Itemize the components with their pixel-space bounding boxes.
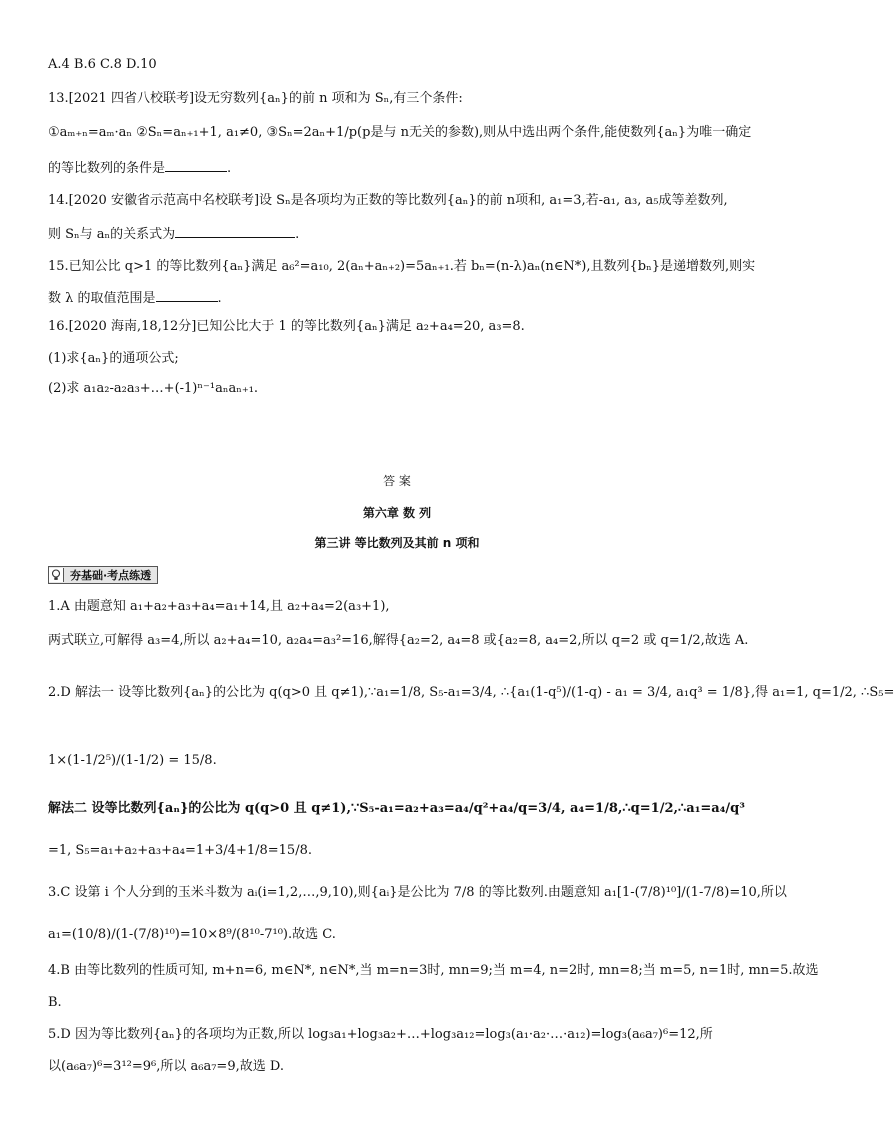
q13-blank-line: 的等比数列的条件是 . xyxy=(48,158,231,178)
q12-options: A.4 B.6 C.8 D.10 xyxy=(48,57,157,72)
answer-3-line1: 3.C 设第 i 个人分到的玉米斗数为 aᵢ(i=1,2,…,9,10),则{aᵢ}是公比为 7/8 的等比数列.由题意知 a₁[1-(7/8)¹⁰]/(1-7/8)=10,所以 xyxy=(48,885,787,900)
answer-4-line2: B. xyxy=(48,995,62,1010)
q14-blank-text: 则 Sₙ与 aₙ的关系式为 xyxy=(48,227,176,242)
answer-2-method2-cont: =1, S₅=a₁+a₂+a₃+a₄=1+3/4+1/8=15/8. xyxy=(48,843,312,858)
badge-label: 夯基础·考点练透 xyxy=(70,569,152,582)
q13-conditions: ①aₘ₊ₙ=aₘ·aₙ ②Sₙ=aₙ₊₁+1, a₁≠0, ③Sₙ=2aₙ+1/p(p是与 n无关的参数),则从中选出两个条件,能使数列{aₙ}为唯一确定 xyxy=(48,125,752,140)
q16-stem: 16.[2020 海南,18,12分]已知公比大于 1 的等比数列{aₙ}满足 a₂+a₄=20, a₃=8. xyxy=(48,319,525,334)
answer-2-method2: 解法二 设等比数列{aₙ}的公比为 q(q>0 且 q≠1),∵S₅-a₁=a₂+a₃=a₄/q²+a₄/q=3/4, a₄=1/8,∴q=1/2,∴a₁=a₄/q³ xyxy=(48,801,745,816)
answer-1-line2: 两式联立,可解得 a₃=4,所以 a₂+a₄=10, a₂a₄=a₃²=16,解得{a₂=2, a₄=8 或{a₂=8, a₄=2,所以 q=2 或 q=1/2,故选 A. xyxy=(48,633,749,648)
q15-blank-text: 数 λ 的取值范围是 xyxy=(48,291,156,306)
q16-part2: (2)求 a₁a₂-a₂a₃+…+(-1)ⁿ⁻¹aₙaₙ₊₁. xyxy=(48,381,259,396)
answer-1-line1: 1.A 由题意知 a₁+a₂+a₃+a₄=a₁+14,且 a₂+a₄=2(a₃+1), xyxy=(48,599,390,614)
answer-5-line2: 以(a₆a₇)⁶=3¹²=9⁶,所以 a₆a₇=9,故选 D. xyxy=(48,1059,284,1074)
q13-blank-text: 的等比数列的条件是 xyxy=(48,161,166,176)
answer-2-line1: 2.D 解法一 设等比数列{aₙ}的公比为 q(q>0 且 q≠1),∵a₁=1/8, S₅-a₁=3/4, ∴{a₁(1-q⁵)/(1-q) - a₁ = 3/4, a₁q³ = 1/8},得 a₁=1, q=1/2, ∴S₅= xyxy=(48,685,894,700)
section-badge xyxy=(48,566,158,584)
q15-blank-line: 数 λ 的取值范围是 . xyxy=(48,288,222,308)
answer-5-line1: 5.D 因为等比数列{aₙ}的各项均为正数,所以 log₃a₁+log₃a₂+…+log₃a₁₂=log₃(a₁·a₂·…·a₁₂)=log₃(a₆a₇)⁶=12,所 xyxy=(48,1027,713,1042)
q13-stem: 13.[2021 四省八校联考]设无穷数列{aₙ}的前 n 项和为 Sₙ,有三个条件: xyxy=(48,91,463,106)
answer-4-line1: 4.B 由等比数列的性质可知, m+n=6, m∈N*, n∈N*,当 m=n=3时, mn=9;当 m=4, n=2时, mn=8;当 m=5, n=1时, mn=5.故选 xyxy=(48,963,819,978)
answer-blank xyxy=(165,158,227,172)
lesson-title: 第三讲 等比数列及其前 n 项和 xyxy=(314,536,480,550)
answer-blank xyxy=(175,224,295,238)
answer-3-line2: a₁=(10/8)/(1-(7/8)¹⁰)=10×8⁹/(8¹⁰-7¹⁰).故选 C. xyxy=(48,927,336,942)
q15-stem: 15.已知公比 q>1 的等比数列{aₙ}满足 a₆²=a₁₀, 2(aₙ+aₙ₊₂)=5aₙ₊₁.若 bₙ=(n-λ)aₙ(n∈N*),且数列{bₙ}是递增数列,则实 xyxy=(48,259,756,274)
answer-2-line2: 1×(1-1/2⁵)/(1-1/2) = 15/8. xyxy=(48,753,217,768)
lightbulb-icon xyxy=(49,568,64,582)
chapter-title: 第六章 数 列 xyxy=(362,506,432,520)
answer-blank xyxy=(156,288,218,302)
q14-blank-line: 则 Sₙ与 aₙ的关系式为 . xyxy=(48,224,299,244)
q14-stem: 14.[2020 安徽省示范高中名校联考]设 Sₙ是各项均为正数的等比数列{aₙ}的前 n项和, a₁=3,若-a₁, a₃, a₅成等差数列, xyxy=(48,193,728,208)
q16-part1: (1)求{aₙ}的通项公式; xyxy=(48,351,179,366)
answers-title: 答 案 xyxy=(383,474,411,488)
